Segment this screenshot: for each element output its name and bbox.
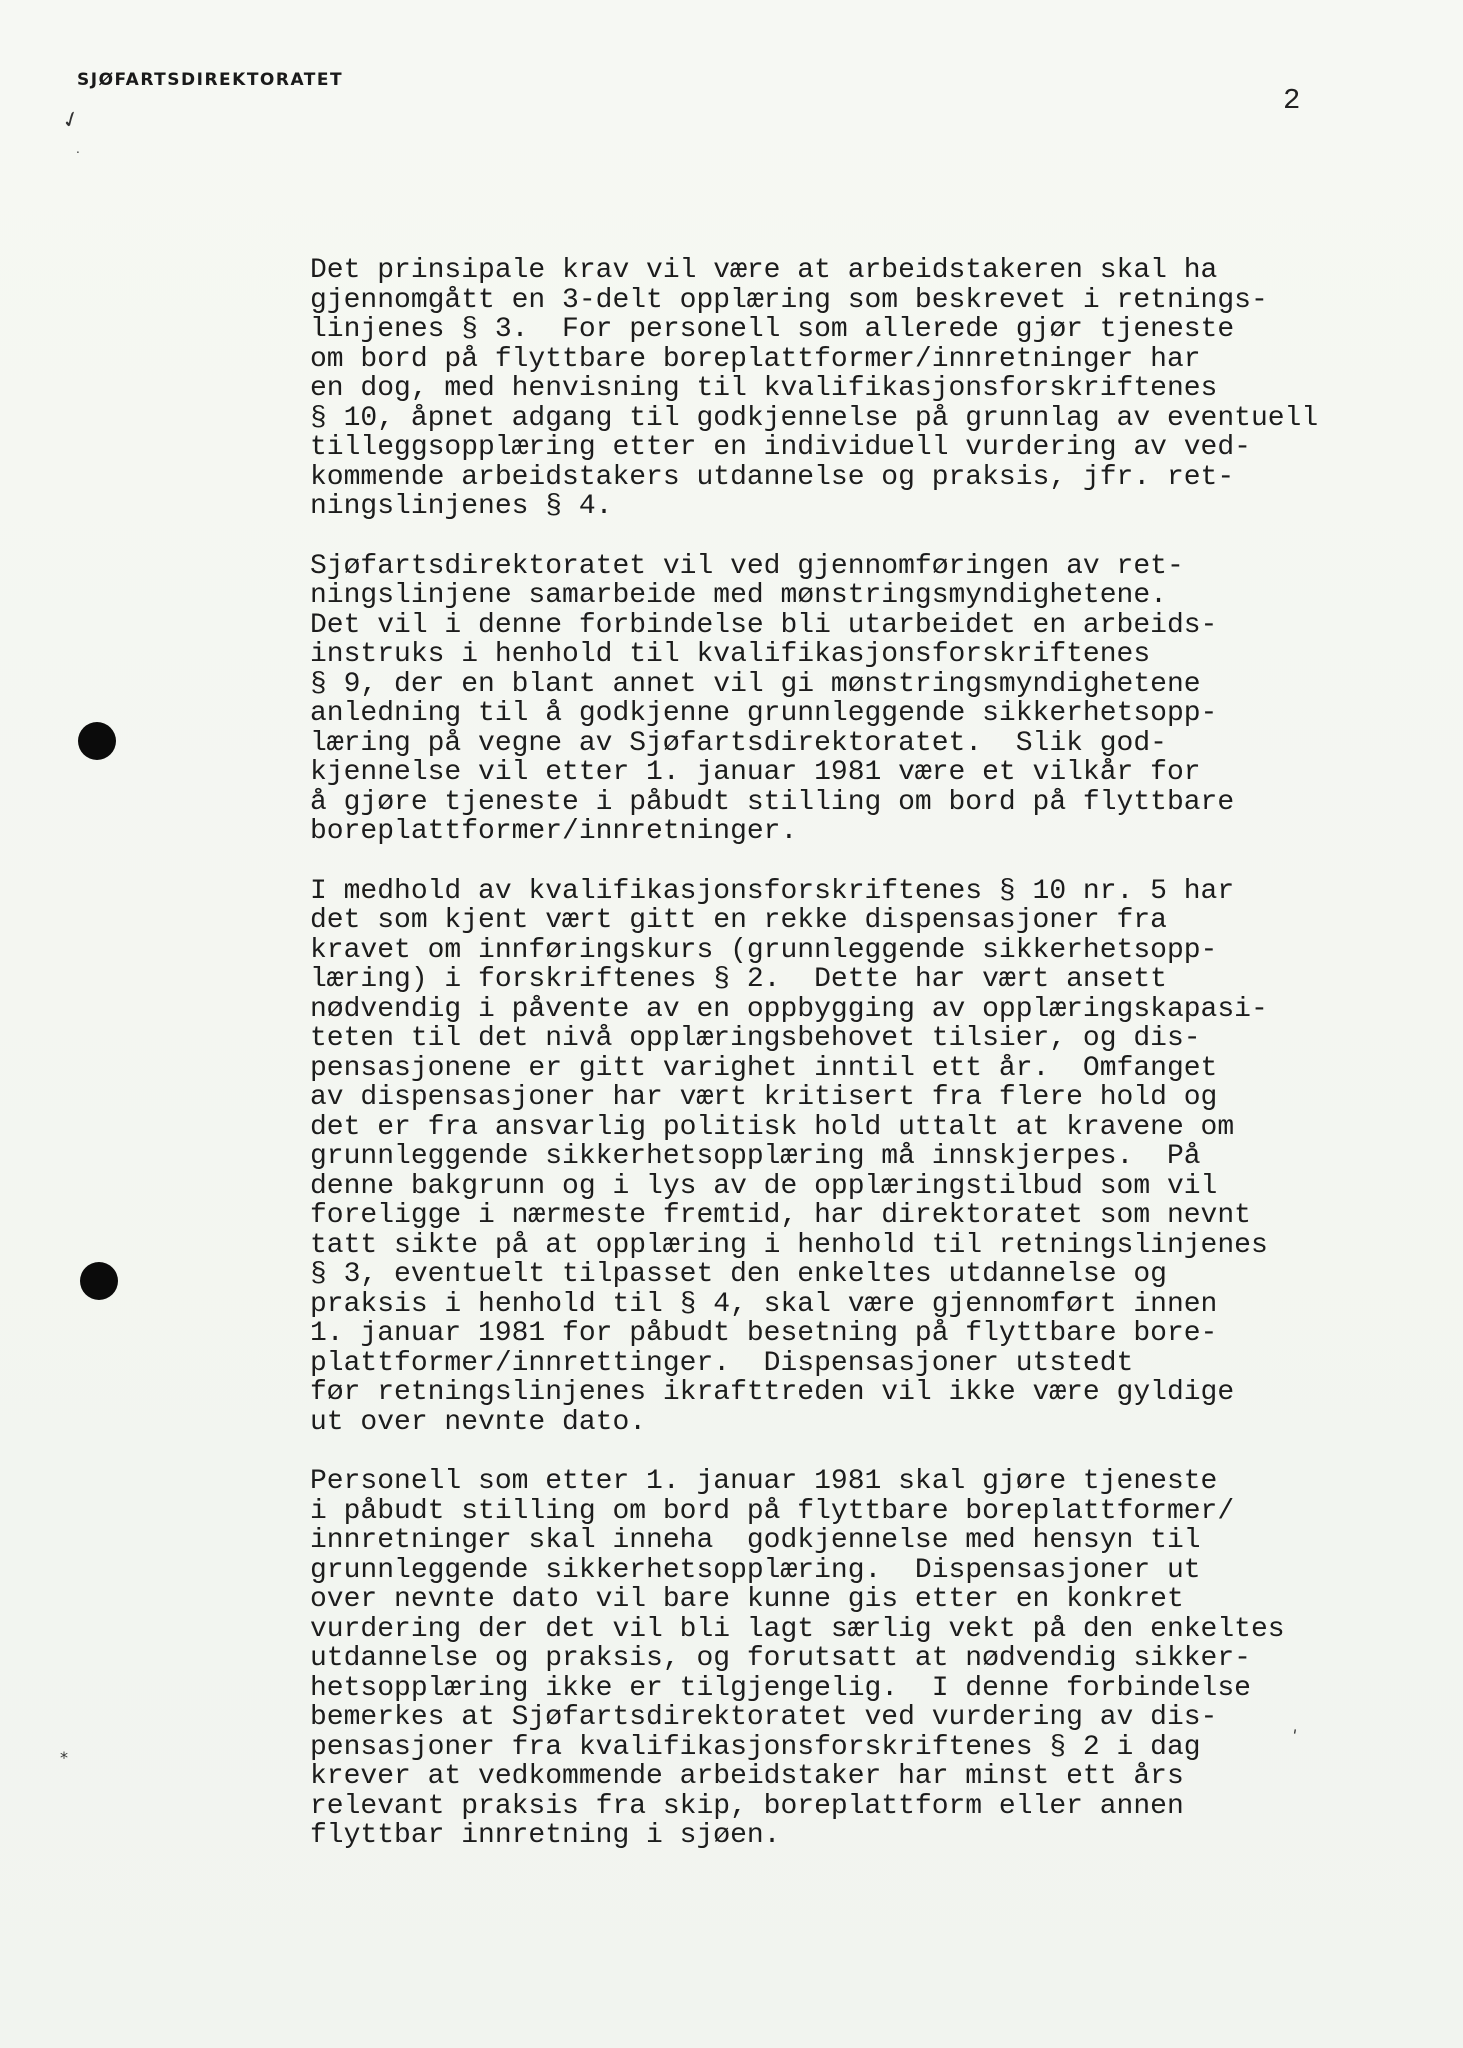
text-line: praksis i henhold til § 4, skal være gjennomført innen bbox=[310, 1288, 1218, 1320]
punch-hole bbox=[80, 1262, 118, 1300]
text-line: kjennelse vil etter 1. januar 1981 være et vilkår for bbox=[310, 757, 1201, 788]
text-line: ningslinjenes § 4. bbox=[310, 491, 613, 522]
text-line: innretninger skal inneha godkjennelse med hensyn til bbox=[310, 1525, 1201, 1556]
paragraph-4 bbox=[310, 1467, 1320, 1851]
text-line: linjenes § 3. For personell som allerede gjør tjeneste bbox=[310, 314, 1235, 345]
text-line: tilleggsopplæring etter en individuell vurdering av ved- bbox=[310, 432, 1251, 463]
text-line: I medhold av kvalifikasjonsforskriftenes § 10 nr. 5 har bbox=[310, 875, 1235, 907]
text-line: en dog, med henvisning til kvalifikasjonsforskriftenes bbox=[310, 373, 1218, 404]
text-line: § 9, der en blant annet vil gi mønstringsmyndighetene bbox=[310, 668, 1201, 700]
text-line: pensasjonene er gitt varighet inntil ett år. Omfanget bbox=[310, 1052, 1218, 1084]
text-line: det som kjent vært gitt en rekke dispensasjoner fra bbox=[310, 905, 1167, 936]
text-line: kommende arbeidstakers utdannelse og praksis, jfr. ret- bbox=[310, 461, 1235, 493]
text-line: av dispensasjoner har vært kritisert fra flere hold og bbox=[310, 1082, 1218, 1113]
text-line: Det prinsipale krav vil være at arbeidstakeren skal ha bbox=[310, 255, 1218, 286]
text-line: Sjøfartsdirektoratet vil ved gjennomføringen av ret- bbox=[310, 550, 1184, 582]
text-line: læring på vegne av Sjøfartsdirektoratet. Slik god- bbox=[310, 727, 1167, 759]
text-line: hetsopplæring ikke er tilgjengelig. I denne forbindelse bbox=[310, 1672, 1251, 1704]
text-line: flyttbar innretning i sjøen. bbox=[310, 1820, 781, 1851]
right-margin-tick-mark: ' bbox=[1290, 1725, 1299, 1746]
text-line: i påbudt stilling om bord på flyttbare boreplattformer/ bbox=[310, 1495, 1235, 1527]
text-line: grunnleggende sikkerhetsopplæring. Dispensasjoner ut bbox=[310, 1554, 1201, 1586]
text-line: anledning til å godkjenne grunnleggende sikkerhetsopp- bbox=[310, 698, 1218, 729]
text-line: 1. januar 1981 for påbudt besetning på flyttbare bore- bbox=[310, 1318, 1218, 1349]
text-line: krever at vedkommende arbeidstaker har minst ett års bbox=[310, 1761, 1184, 1792]
text-line: kravet om innføringskurs (grunnleggende sikkerhetsopp- bbox=[310, 934, 1218, 966]
text-line: læring) i forskriftenes § 2. Dette har vært ansett bbox=[310, 964, 1167, 995]
text-line: grunnleggende sikkerhetsopplæring må innskjerpes. På bbox=[310, 1141, 1201, 1172]
margin-asterisk-mark: * bbox=[60, 1748, 68, 1767]
paragraph-3 bbox=[310, 877, 1320, 1438]
text-line: teten til det nivå opplæringsbehovet tilsier, og dis- bbox=[310, 1023, 1201, 1054]
text-line: boreplattformer/innretninger. bbox=[310, 816, 798, 847]
text-line: foreligge i nærmeste fremtid, har direktoratet som nevnt bbox=[310, 1200, 1251, 1231]
text-line: plattformer/innrettinger. Dispensasjoner utstedt bbox=[310, 1347, 1134, 1379]
margin-pen-mark: ✓ bbox=[58, 105, 85, 136]
text-line: § 10, åpnet adgang til godkjennelse på grunnlag av eventuell bbox=[310, 402, 1319, 434]
text-line: utdannelse og praksis, og forutsatt at nødvendig sikker- bbox=[310, 1643, 1251, 1674]
text-line: pensasjoner fra kvalifikasjonsforskriftenes § 2 i dag bbox=[310, 1731, 1201, 1763]
letterhead: SJØFARTSDIREKTORATET bbox=[77, 70, 344, 90]
paragraph-1 bbox=[310, 256, 1320, 522]
text-line: Personell som etter 1. januar 1981 skal gjøre tjeneste bbox=[310, 1466, 1218, 1497]
text-line: vurdering der det vil bli lagt særlig vekt på den enkeltes bbox=[310, 1613, 1285, 1645]
margin-dot-mark: . bbox=[76, 142, 80, 156]
page-number: 2 bbox=[1283, 84, 1301, 117]
text-line: det er fra ansvarlig politisk hold uttalt at kravene om bbox=[310, 1111, 1235, 1143]
text-line: ningslinjene samarbeide med mønstringsmyndighetene. bbox=[310, 580, 1167, 611]
text-line: å gjøre tjeneste i påbudt stilling om bord på flyttbare bbox=[310, 786, 1235, 818]
text-line: bemerkes at Sjøfartsdirektoratet ved vurdering av dis- bbox=[310, 1702, 1218, 1733]
text-line: før retningslinjenes ikrafttreden vil ikke være gyldige bbox=[310, 1377, 1235, 1408]
text-line: relevant praksis fra skip, boreplattform eller annen bbox=[310, 1790, 1184, 1822]
punch-hole bbox=[78, 722, 116, 760]
text-line: over nevnte dato vil bare kunne gis etter en konkret bbox=[310, 1584, 1184, 1615]
text-line: om bord på flyttbare boreplattformer/innretninger har bbox=[310, 343, 1201, 375]
text-line: ut over nevnte dato. bbox=[310, 1406, 647, 1438]
body-text bbox=[310, 256, 1320, 1881]
text-line: nødvendig i påvente av en oppbygging av opplæringskapasi- bbox=[310, 993, 1268, 1025]
text-line: denne bakgrunn og i lys av de opplæringstilbud som vil bbox=[310, 1170, 1218, 1202]
text-line: tatt sikte på at opplæring i henhold til retningslinjenes bbox=[310, 1229, 1268, 1261]
text-line: Det vil i denne forbindelse bli utarbeidet en arbeids- bbox=[310, 609, 1218, 641]
text-line: § 3, eventuelt tilpasset den enkeltes utdannelse og bbox=[310, 1259, 1167, 1290]
text-line: gjennomgått en 3-delt opplæring som beskrevet i retnings- bbox=[310, 284, 1268, 316]
text-line: instruks i henhold til kvalifikasjonsforskriftenes bbox=[310, 639, 1151, 670]
paragraph-2 bbox=[310, 552, 1320, 847]
